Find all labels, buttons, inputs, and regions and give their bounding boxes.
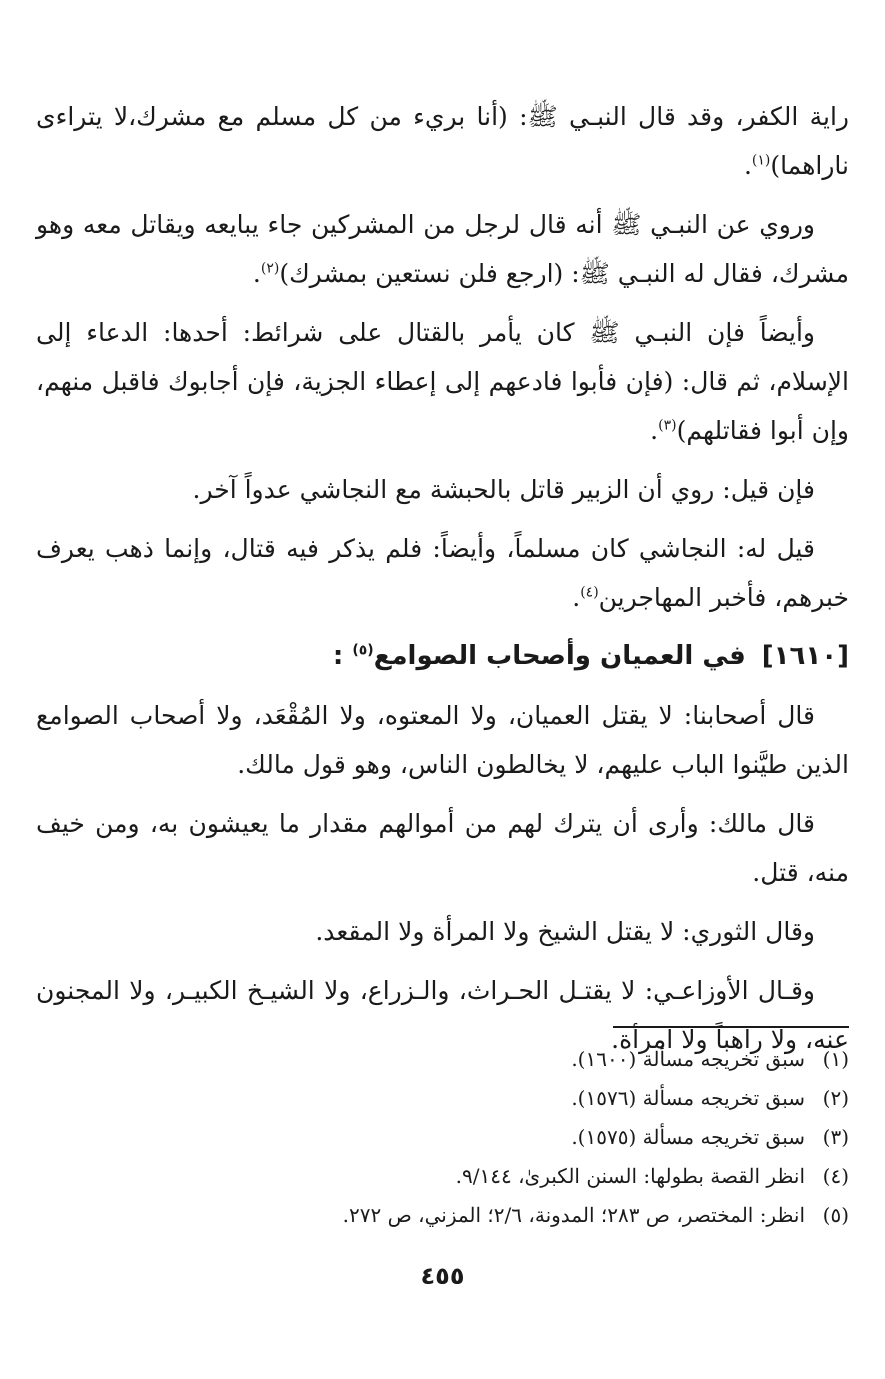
footnote-2: (٢)سبق تخريجه مسألة (١٥٧٦). xyxy=(571,1086,849,1110)
paragraph-9: وقـال الأوزاعـي: لا يقتـل الحـراث، والـزراع، ولا الشيـخ الكبيـر، ولا المجنون عنه، ولا راهباً ولا امرأة. xyxy=(36,976,849,1054)
paragraph-7: قال مالك: وأرى أن يترك لهم من أموالهم مقدار ما يعيشون به، ومن خيف منه، قتل. xyxy=(36,809,849,887)
paragraph-4: فإن قيل: روي أن الزبير قاتل بالحبشة مع النجاشي عدواً آخر. xyxy=(192,475,815,504)
paragraph-1: راية الكفر، وقد قال النبـي ﷺ: (أنا بريء من كل مسلم مع مشرك،لا يتراءى ناراهما)$^{(١)}$. xyxy=(36,102,849,180)
footnote-3: (٣)سبق تخريجه مسألة (١٥٧٥). xyxy=(571,1125,849,1149)
footnote-ref-1: (١) xyxy=(751,152,771,169)
main-text xyxy=(36,92,849,1074)
section-heading: [١٦١٠]في العميان وأصحاب الصوامع$^{(٥)}$ : xyxy=(332,641,849,671)
footnote-ref-3: (٣) xyxy=(658,417,677,434)
footnote-4: (٤)انظر القصة بطولها: السنن الكبرىٰ، ٩/١٤٤. xyxy=(455,1164,849,1188)
paragraph-5: قيل له: النجاشي كان مسلماً، وأيضاً: فلم يذكر فيه قتال، وإنما ذهب يعرف خبرهم، فأخبر المهاجرين$^{(٤)}$. xyxy=(36,534,849,612)
footnote-divider xyxy=(613,1026,849,1028)
section-number: [١٦١٠] xyxy=(761,641,849,671)
paragraph-2: وروي عن النبـي ﷺ أنه قال لرجل من المشركين جاء يبايعه ويقاتل معه وهو مشرك، فقال له النبـي ﷺ: (ارجع فلن نستعين بمشرك)$^{(٢)}$. xyxy=(36,210,849,288)
footnote-ref-5: (٥) xyxy=(352,642,374,659)
footnotes xyxy=(36,1040,849,1235)
paragraph-8: وقال الثوري: لا يقتل الشيخ ولا المرأة ولا المقعد. xyxy=(315,917,815,946)
footnote-ref-2: (٢) xyxy=(260,260,280,277)
page-number: ٤٥٥ xyxy=(420,1262,465,1290)
section-title: في العميان وأصحاب الصوامع xyxy=(373,641,746,671)
paragraph-6: قال أصحابنا: لا يقتل العميان، ولا المعتوه، ولا المُقْعَد، ولا أصحاب الصوامع الذين طيَّنوا الباب عليهم، لا يخالطون الناس، وهو قول مالك. xyxy=(36,701,849,779)
footnote-ref-4: (٤) xyxy=(580,584,599,601)
paragraph-3: وأيضاً فإن النبـي ﷺ كان يأمر بالقتال على شرائط: أحدها: الدعاء إلى الإسلام، ثم قال: (فإن فأبوا فادعهم إلى إعطاء الجزية، فإن أجابوك فاقبل منهم، وإن أبوا فقاتلهم)$^{(٣)}$. xyxy=(36,318,849,445)
footnote-1: (١)سبق تخريجه مسألة (١٦٠٠). xyxy=(571,1047,849,1071)
footnote-5: (٥)انظر: المختصر، ص ٢٨٣؛ المدونة، ٢/٦؛ المزني، ص ٢٧٢. xyxy=(342,1203,849,1227)
